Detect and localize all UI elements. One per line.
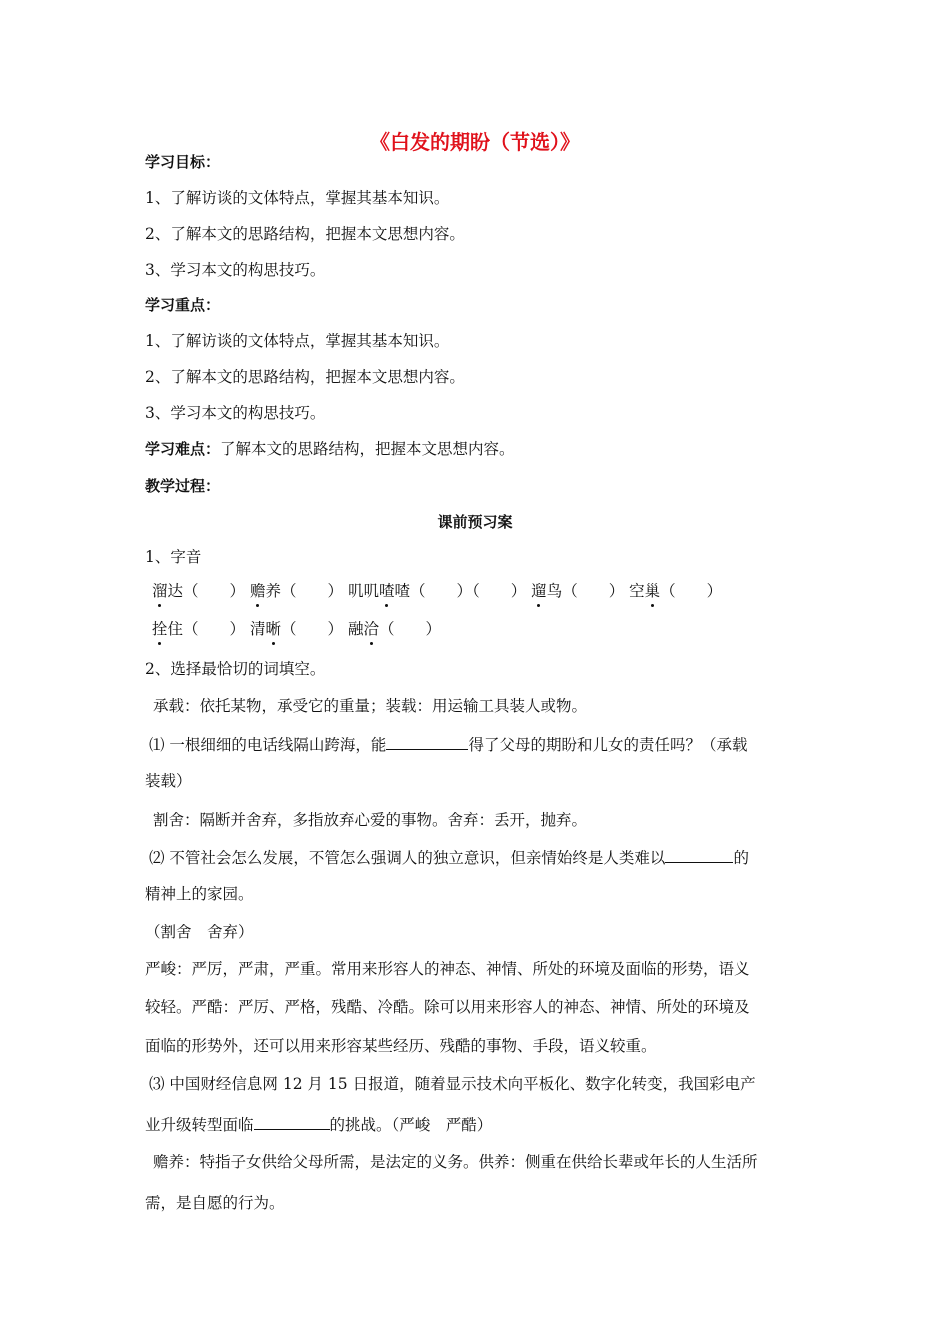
question-line: 精神上的家园。 <box>145 885 254 903</box>
question-options: （割舍 舍弃） <box>145 923 254 941</box>
process-heading: 教学过程： <box>145 477 221 495</box>
pronunciation-item: 空巢（ ） <box>629 582 723 600</box>
pronunciation-row-2 <box>152 619 441 639</box>
definition-text: 赡养：特指子女供给父母所需，是法定的义务。供养：侧重在供给长辈或年长的人生活所 <box>153 1153 758 1171</box>
key-point-item: 2、了解本文的思路结构，把握本文思想内容。 <box>145 368 465 386</box>
objectives-heading: 学习目标： <box>145 153 221 171</box>
definition-text: 严峻：严厉，严肃，严重。常用来形容人的神态、神情、所处的环境及面临的形势，语义 <box>145 960 750 978</box>
question-line: ⑴ 一根细细的电话线隔山跨海，能 得了父母的期盼和儿女的责任吗？（承载 <box>149 733 747 755</box>
pronunciation-heading: 1、字音 <box>145 548 202 566</box>
definition-text: 较轻。严酷：严厉、严格，残酷、冷酷。除可以用来形容人的神态、神情、所处的环境及 <box>145 998 750 1016</box>
question-line: 业升级转型面临 的挑战。（严峻 严酷） <box>145 1113 492 1135</box>
preview-heading: 课前预习案 <box>437 513 513 531</box>
definition-text: 承载：依托某物，承受它的重量；装载：用运输工具装人或物。 <box>153 697 588 715</box>
answer-blank[interactable] <box>386 733 468 750</box>
pronunciation-item: 拴住（ ） <box>152 620 246 638</box>
objective-item: 2、了解本文的思路结构，把握本文思想内容。 <box>145 225 465 243</box>
answer-blank[interactable] <box>254 1113 330 1130</box>
answer-blank[interactable] <box>665 846 733 863</box>
pronunciation-row-1 <box>152 581 722 601</box>
pronunciation-item: 清晰（ ） <box>249 620 344 638</box>
objective-item: 3、学习本文的构思技巧。 <box>145 261 326 279</box>
difficulty-heading: 学习难点： <box>145 440 221 458</box>
pronunciation-item: 赡养（ ） <box>249 582 343 600</box>
question-line: ⑵ 不管社会怎么发展，不管怎么强调人的独立意识，但亲情始终是人类难以 的 <box>149 846 749 868</box>
words-heading: 2、选择最恰切的词填空。 <box>145 660 326 678</box>
question-line: ⑶ 中国财经信息网 12 月 15 日报道，随着显示技术向平板化、数字化转变，我国彩电产 <box>149 1075 756 1093</box>
pronunciation-item: 叽叽喳喳（ ）（ ） <box>347 582 527 600</box>
key-point-item: 1、了解访谈的文体特点，掌握其基本知识。 <box>145 332 450 350</box>
pronunciation-item: 遛鸟（ ） <box>531 582 625 600</box>
page-title: 《白发的期盼（节选）》 <box>370 130 580 154</box>
definition-text: 割舍：隔断并舍弃，多指放弃心爱的事物。舍弃：丢开，抛弃。 <box>153 811 588 829</box>
definition-text: 需，是自愿的行为。 <box>145 1194 285 1212</box>
difficulty-text: 了解本文的思路结构，把握本文思想内容。 <box>220 440 515 458</box>
question-line: 装载） <box>145 772 192 790</box>
pronunciation-item: 溜达（ ） <box>152 582 246 600</box>
definition-text: 面临的形势外，还可以用来形容某些经历、残酷的事物、手段，语义较重。 <box>145 1037 657 1055</box>
pronunciation-item: 融洽（ ） <box>347 620 441 638</box>
difficulty-line <box>145 439 515 459</box>
key-point-item: 3、学习本文的构思技巧。 <box>145 404 326 422</box>
key-points-heading: 学习重点： <box>145 296 221 314</box>
objective-item: 1、了解访谈的文体特点，掌握其基本知识。 <box>145 189 450 207</box>
